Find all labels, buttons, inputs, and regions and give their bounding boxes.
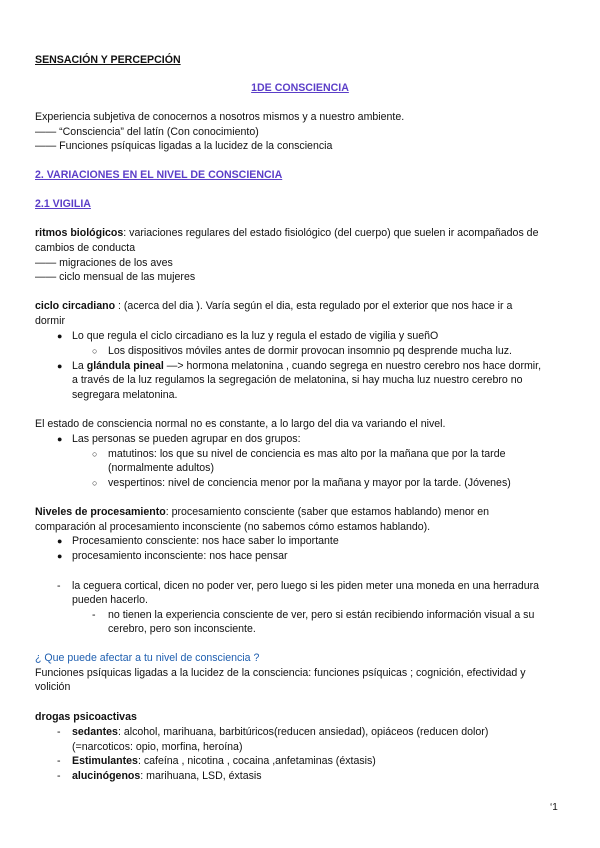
drug-label: alucinógenos (72, 770, 141, 782)
dash-icon: - (57, 770, 61, 782)
drug-text: : cafeína , nicotina , cocaina ,anfetaminas (éxtasis) (137, 755, 376, 767)
ceguera-sub: no tienen la experiencia consciente de ver, pero si están recibiendo información visual a su (108, 609, 535, 621)
ciclo-b2-text-2: a través de la luz regulamos la segregación de melatonina, si hay mucha luz nuestro cerebro no (72, 374, 523, 386)
circle-bullet-icon: ○ (92, 449, 98, 459)
ciclo-bullet-2 (72, 359, 541, 374)
dash-icon: - (57, 755, 61, 767)
drug-item-estimulantes (72, 754, 376, 769)
ciclo-b2-text-3: segregara melatonina. (72, 389, 178, 401)
estado-sub-1b: (normalmente adultos) (108, 462, 214, 474)
bullet-icon: ● (57, 361, 63, 371)
dash-icon: - (92, 609, 96, 621)
ritmos-item: —— migraciones de los aves (35, 257, 173, 269)
subsection-vigilia: 2.1 VIGILIA (35, 198, 91, 210)
page-number: ‘1 (550, 802, 558, 813)
estado-sub-1: matutinos: los que su nivel de conciencia es mas alto por la mañana que por la tarde (108, 448, 506, 460)
drogas-heading: drogas psicoactivas (35, 711, 137, 723)
bullet-icon: ● (57, 551, 63, 561)
drug-label: Estimulantes (72, 755, 138, 767)
drug-label: sedantes (72, 726, 118, 738)
ciclo-paragraph (35, 299, 570, 314)
ciclo-text: : (acerca del dia ). Varía según el dia, esta regulado por el exterior que nos hace ir a (115, 300, 513, 312)
section-1-heading: 1DE CONSCIENCIA (251, 82, 349, 94)
ritmos-label: ritmos biológicos (35, 227, 124, 239)
drug-text: : alcohol, marihuana, barbitúricos(reducen ansiedad), opiáceos (reducen dolor) (117, 726, 489, 738)
ciclo-text-2: dormir (35, 315, 66, 327)
question-heading: ¿ Que puede afectar a tu nivel de consciencia ? (35, 652, 260, 664)
section-2-heading: 2. VARIACIONES EN EL NIVEL DE CONSCIENCIA (35, 169, 283, 181)
ciclo-label: ciclo circadiano (35, 300, 116, 312)
niveles-text: : procesamiento consciente (saber que estamos hablando) menor en (165, 506, 490, 518)
ritmos-paragraph (35, 226, 570, 241)
niveles-paragraph (35, 505, 570, 520)
niveles-text-2: comparación al procesamiento inconsciente (no sabemos cómo estamos hablando). (35, 521, 431, 533)
bullet-icon: ● (57, 331, 63, 341)
section-1-line: —— Funciones psíquicas ligadas a la lucidez de la consciencia (35, 140, 333, 152)
ciclo-bullet-1-sub: Los dispositivos móviles antes de dormir provocan insomnio pq desprende mucha luz. (108, 345, 512, 357)
estado-bullet: Las personas se pueden agrupar en dos grupos: (72, 433, 301, 445)
ceguera-text-2: pueden hacerlo. (72, 594, 148, 606)
ritmos-text: : variaciones regulares del estado fisiológico (del cuerpo) que suelen ir acompañados de (123, 227, 539, 239)
bullet-icon: ● (57, 434, 63, 444)
niveles-bullet-2: procesamiento inconsciente: nos hace pensar (72, 550, 288, 562)
drug-item-alucinogenos (72, 769, 262, 784)
niveles-bullet-1: Procesamiento consciente: nos hace saber lo importante (72, 535, 339, 547)
ciclo-bullet-1: Lo que regula el ciclo circadiano es la luz y regula el estado de vigilia y sueñO (72, 330, 439, 342)
funciones-text-2: volición (35, 681, 71, 693)
circle-bullet-icon: ○ (92, 478, 98, 488)
dash-icon: - (57, 726, 61, 738)
ciclo-b2-text: —> hormona melatonina , cuando segrega en nuestro cerebro nos hace dormir, (163, 360, 542, 372)
drug-item-sedantes (72, 725, 488, 740)
drug-text: : marihuana, LSD, éxtasis (140, 770, 262, 782)
page-title: SENSACIÓN Y PERCEPCIÓN (35, 54, 181, 66)
glandula-label: glándula pineal (86, 360, 164, 372)
dash-icon: - (57, 580, 61, 592)
page-number-value: 1 (552, 802, 558, 813)
bullet-icon: ● (57, 536, 63, 546)
circle-bullet-icon: ○ (92, 346, 98, 356)
ceguera-sub-2: cerebro, pero son inconsciente. (108, 623, 256, 635)
ritmos-item: —— ciclo mensual de las mujeres (35, 271, 196, 283)
funciones-text: Funciones psíquicas ligadas a la lucidez de la consciencia: funciones psíquicas ; cognición, efectividad y (35, 667, 526, 679)
ceguera-text: la ceguera cortical, dicen no poder ver, pero luego si les piden meter una moneda en una herradura (72, 580, 540, 592)
drug-sedantes-line-2: (=narcoticos: opio, morfina, heroína) (72, 741, 243, 753)
estado-sub-2: vespertinos: nivel de conciencia menor por la mañana y mayor por la tarde. (Jóvenes) (108, 477, 511, 489)
ritmos-text-2: cambios de conducta (35, 242, 136, 254)
niveles-label: Niveles de procesamiento (35, 506, 166, 518)
section-1-intro: Experiencia subjetiva de conocernos a nosotros mismos y a nuestro ambiente. (35, 111, 405, 123)
ciclo-b2-pre: La (72, 360, 87, 372)
estado-paragraph: El estado de consciencia normal no es constante, a lo largo del dia va variando el nivel. (35, 418, 446, 430)
section-1-line: —— “Consciencia” del latín (Con conocimiento) (35, 126, 259, 138)
